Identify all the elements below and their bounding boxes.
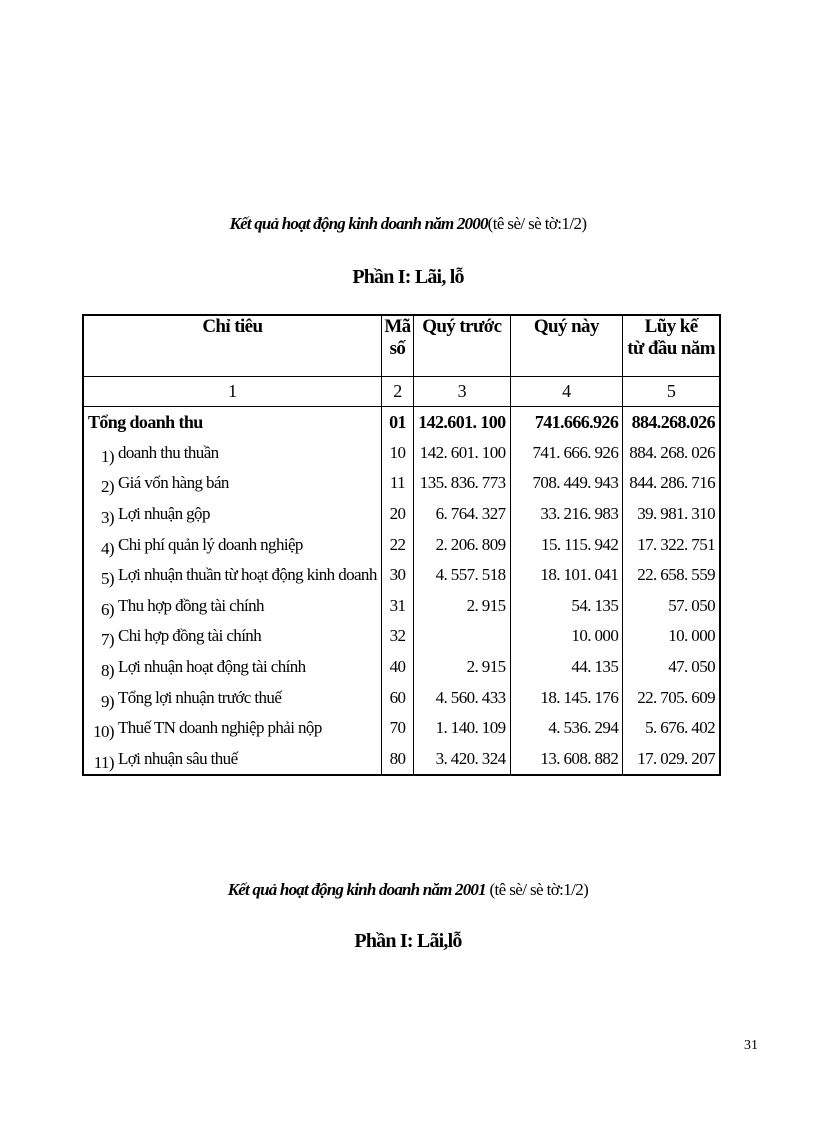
indicator-label: Thuế TN doanh nghiệp phải nộp: [118, 718, 322, 738]
this-quarter-cell: 15. 115. 942: [510, 529, 623, 560]
index-cell: 3: [414, 377, 510, 407]
previous-quarter-cell: 6. 764. 327: [414, 499, 510, 530]
indicator-label: Lợi nhuận sâu thuế: [118, 748, 238, 768]
this-quarter-cell: 18. 145. 176: [510, 682, 623, 713]
indicator-label: Chi phí quản lý doanh nghiệp: [118, 534, 303, 554]
previous-quarter-cell: 2. 915: [414, 591, 510, 622]
title-suffix: (tê sè/ sè tờ:1/2): [485, 880, 589, 899]
this-quarter-cell: 10. 000: [510, 621, 623, 652]
row-number: 3): [101, 508, 114, 528]
code-cell: 10: [381, 438, 413, 469]
table-row: [83, 560, 720, 591]
section-heading-2001: Phần I: Lãi,lỗ: [354, 930, 462, 952]
this-quarter-cell: 708. 449. 943: [510, 468, 623, 499]
previous-quarter-cell: 3. 420. 324: [414, 744, 510, 776]
year-to-date-cell: 844. 286. 716: [623, 468, 720, 499]
table-row: [83, 438, 720, 469]
header-year-to-date: Lũy kế từ đầu năm: [623, 315, 720, 377]
index-cell: 2: [381, 377, 413, 407]
row-number: 4): [101, 538, 114, 558]
index-cell: 4: [510, 377, 623, 407]
income-statement-table: [82, 314, 721, 776]
this-quarter-cell: 18. 101. 041: [510, 560, 623, 591]
table-row: [83, 713, 720, 744]
table-row: [83, 529, 720, 560]
previous-quarter-cell: 1. 140. 109: [414, 713, 510, 744]
code-cell: 30: [381, 560, 413, 591]
column-index-row: [83, 377, 720, 407]
index-cell: 5: [623, 377, 720, 407]
row-number: 5): [101, 569, 114, 589]
code-cell: 01: [381, 407, 413, 438]
table-row: [83, 499, 720, 530]
table-row: [83, 591, 720, 622]
indicator-cell: [83, 713, 381, 744]
indicator-label: Tổng lợi nhuận trước thuế: [118, 687, 282, 707]
previous-quarter-cell: [414, 621, 510, 652]
code-cell: 31: [381, 591, 413, 622]
indicator-cell: [83, 529, 381, 560]
row-number: 7): [101, 630, 114, 650]
report-title-2001: [0, 880, 816, 900]
table-row: [83, 652, 720, 683]
header-previous-quarter: Quý trước: [414, 315, 510, 377]
this-quarter-cell: 4. 536. 294: [510, 713, 623, 744]
code-cell: 60: [381, 682, 413, 713]
report-title-2000: [0, 214, 816, 234]
previous-quarter-cell: 135. 836. 773: [414, 468, 510, 499]
code-cell: 11: [381, 468, 413, 499]
row-number: 1): [101, 446, 114, 466]
year-to-date-cell: 17. 029. 207: [623, 744, 720, 776]
index-cell: 1: [83, 377, 381, 407]
indicator-label: Lợi nhuận gộp: [118, 504, 210, 524]
this-quarter-cell: 54. 135: [510, 591, 623, 622]
indicator-cell: [83, 407, 381, 438]
year-to-date-cell: 57. 050: [623, 591, 720, 622]
code-cell: 32: [381, 621, 413, 652]
indicator-cell: [83, 499, 381, 530]
previous-quarter-cell: 4. 560. 433: [414, 682, 510, 713]
table-row: [83, 682, 720, 713]
indicator-cell: [83, 438, 381, 469]
previous-quarter-cell: 142. 601. 100: [414, 438, 510, 469]
previous-quarter-cell: 142.601. 100: [414, 407, 510, 438]
indicator-label: Lợi nhuận hoạt động tài chính: [118, 657, 306, 677]
indicator-cell: [83, 468, 381, 499]
year-to-date-cell: 47. 050: [623, 652, 720, 683]
year-to-date-cell: 17. 322. 751: [623, 529, 720, 560]
header-row: [83, 315, 720, 377]
previous-quarter-cell: 2. 915: [414, 652, 510, 683]
indicator-cell: [83, 652, 381, 683]
table-row: [83, 744, 720, 776]
year-to-date-cell: 22. 705. 609: [623, 682, 720, 713]
indicator-label: Thu hợp đồng tài chính: [118, 595, 264, 615]
indicator-cell: [83, 621, 381, 652]
title-suffix: (tê sè/ sè tờ:1/2): [487, 214, 587, 233]
code-cell: 80: [381, 744, 413, 776]
indicator-cell: [83, 744, 381, 776]
section-heading-2000: Phần I: Lãi, lỗ: [352, 266, 464, 288]
indicator-label: Chi hợp đồng tài chính: [118, 626, 262, 646]
code-cell: 20: [381, 499, 413, 530]
this-quarter-cell: 741. 666. 926: [510, 438, 623, 469]
year-to-date-cell: 22. 658. 559: [623, 560, 720, 591]
header-indicator: Chỉ tiêu: [83, 315, 381, 377]
indicator-label: Giá vốn hàng bán: [118, 473, 229, 493]
year-to-date-cell: 39. 981. 310: [623, 499, 720, 530]
title-italic: Kết quả hoạt động kinh doanh năm 2001: [227, 880, 486, 899]
row-number: 9): [101, 691, 114, 711]
row-number: 8): [101, 661, 114, 681]
page-number: 31: [744, 1038, 758, 1053]
this-quarter-cell: 741.666.926: [510, 407, 623, 438]
indicator-cell: [83, 560, 381, 591]
year-to-date-cell: 884.268.026: [623, 407, 720, 438]
this-quarter-cell: 13. 608. 882: [510, 744, 623, 776]
indicator-label: doanh thu thuần: [118, 442, 219, 462]
table-row: [83, 407, 720, 438]
row-number: 2): [101, 477, 114, 497]
title-italic: Kết quả hoạt động kinh doanh năm 2000: [229, 214, 488, 233]
year-to-date-cell: 10. 000: [623, 621, 720, 652]
code-cell: 22: [381, 529, 413, 560]
code-cell: 70: [381, 713, 413, 744]
year-to-date-cell: 5. 676. 402: [623, 713, 720, 744]
row-number: 6): [101, 599, 114, 619]
row-number: 11): [93, 752, 114, 772]
indicator-label: Tổng doanh thu: [88, 411, 203, 432]
indicator-cell: [83, 682, 381, 713]
previous-quarter-cell: 2. 206. 809: [414, 529, 510, 560]
indicator-cell: [83, 591, 381, 622]
code-cell: 40: [381, 652, 413, 683]
header-this-quarter: Quý này: [510, 315, 623, 377]
table-row: [83, 468, 720, 499]
row-number: 10): [93, 722, 114, 742]
this-quarter-cell: 44. 135: [510, 652, 623, 683]
header-code: Mã số: [381, 315, 413, 377]
this-quarter-cell: 33. 216. 983: [510, 499, 623, 530]
previous-quarter-cell: 4. 557. 518: [414, 560, 510, 591]
table-row: [83, 621, 720, 652]
year-to-date-cell: 884. 268. 026: [623, 438, 720, 469]
indicator-label: Lợi nhuận thuần từ hoạt động kinh doanh: [118, 565, 377, 585]
